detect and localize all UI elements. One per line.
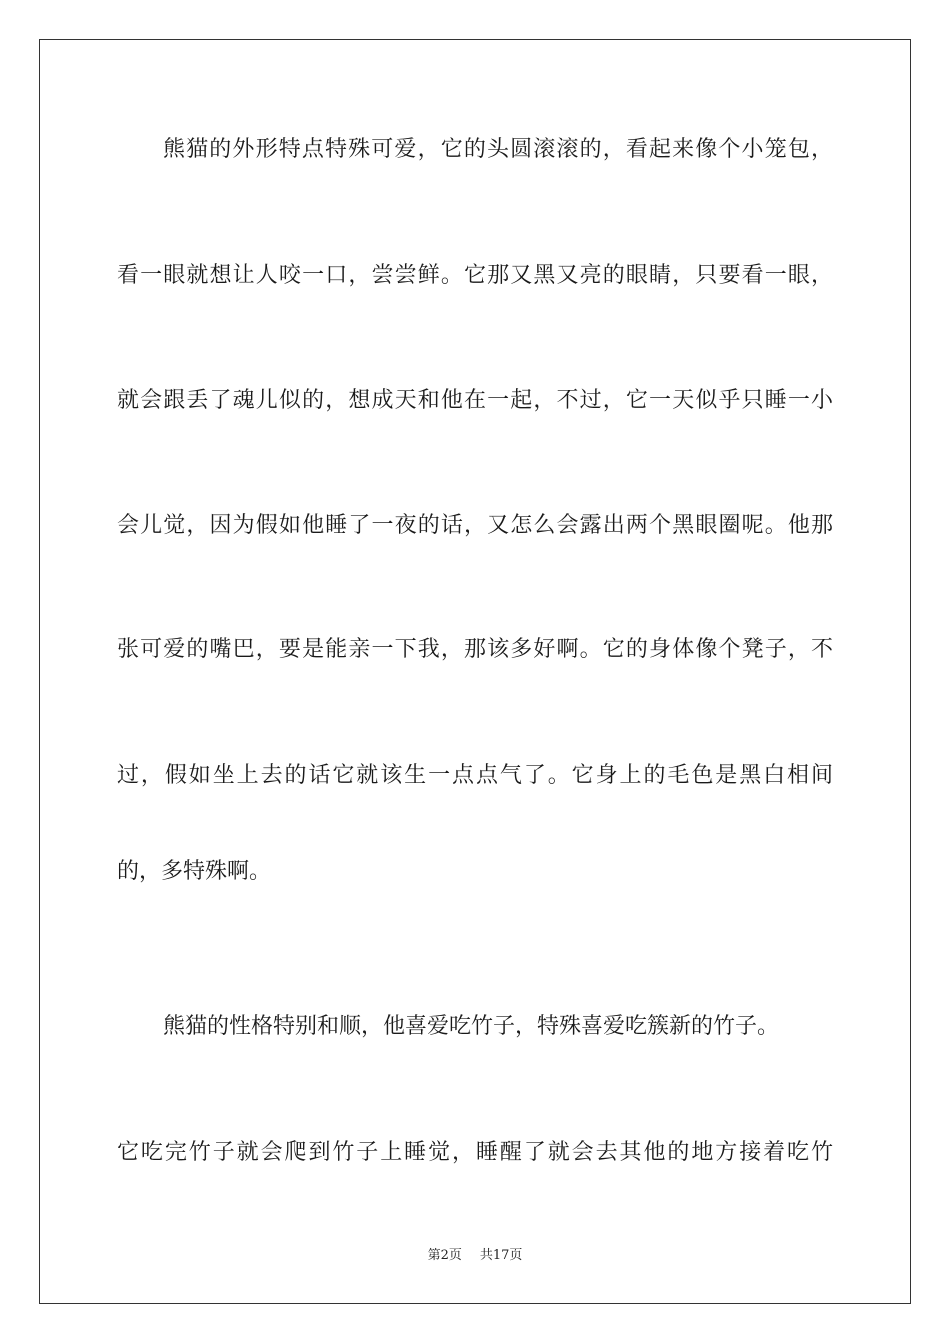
text-line: 熊猫的外形特点特殊可爱，它的头圆滚滚的，看起来像个小笼包， <box>163 137 835 162</box>
text-line: 就会跟丢了魂儿似的，想成天和他在一起，不过，它一天似乎只睡一小 <box>117 388 835 413</box>
page-total: 共17页 <box>479 1248 523 1263</box>
text-line: 它吃完竹子就会爬到竹子上睡觉，睡醒了就会去其他的地方接着吃竹 <box>117 1140 835 1165</box>
page-number: 第2页 <box>427 1248 462 1263</box>
text-line: 会儿觉，因为假如他睡了一夜的话，又怎么会露出两个黑眼圈呢。他那 <box>117 513 835 538</box>
text-line: 熊猫的性格特别和顺，他喜爱吃竹子，特殊喜爱吃簇新的竹子。 <box>163 1014 780 1039</box>
text-line: 的，多特殊啊。 <box>117 859 272 884</box>
text-line: 张可爱的嘴巴，要是能亲一下我，那该多好啊。它的身体像个凳子，不 <box>117 637 835 662</box>
text-line: 看一眼就想让人咬一口，尝尝鲜。它那又黑又亮的眼睛，只要看一眼， <box>117 263 835 288</box>
page-footer <box>0 1247 950 1265</box>
text-line: 过，假如坐上去的话它就该生一点点气了。它身上的毛色是黑白相间 <box>117 763 835 788</box>
page-border <box>39 39 911 1304</box>
